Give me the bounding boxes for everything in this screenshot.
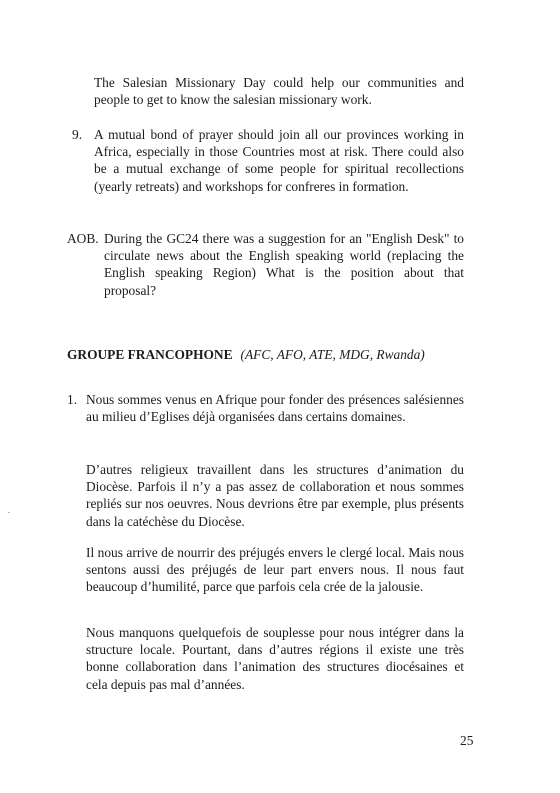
item-aob-text: During the GC24 there was a suggestion for an "English Desk" to circulate news about the English speaking world (replacing the English speaking Region) What is the position about that proposal? — [104, 231, 464, 298]
section-heading — [67, 346, 425, 363]
paragraph-clergy: Il nous arrive de nourrir des préjugés envers le clergé local. Mais nous sentons aussi des préjugés de leur part envers nous. Il nous faut beaucoup d’humilité, parce que parfois cela crée de la jalousie. — [86, 545, 464, 595]
paragraph-diocese: D’autres religieux travaillent dans les structures d’animation du Diocèse. Parfois il n’y a pas assez de collaboration et nous sommes repliés sur nos oeuvres. Nous devrions être par exemple, plus présents dans la catéchèse du Diocèse. — [86, 462, 464, 529]
item-1-number: 1. — [67, 392, 78, 407]
item-aob-number: AOB. — [67, 231, 99, 246]
intro-paragraph: The Salesian Missionary Day could help our communities and people to get to know the salesian missionary work. — [94, 75, 464, 108]
paragraph-structure: Nous manquons quelquefois de souplesse pour nous intégrer dans la structure locale. Pourtant, dans d’autres régions il existe une très bonne collaboration dans l’animation des structures diocésaines et cela depuis pas mal d’années. — [86, 625, 464, 692]
item-1-text: Nous sommes venus en Afrique pour fonder des présences salésiennes au milieu d’Eglises déjà organisées dans certains domaines. — [86, 392, 464, 425]
section-heading-subtitle: (AFC, AFO, ATE, MDG, Rwanda) — [240, 347, 425, 362]
scan-speck — [8, 512, 10, 513]
section-heading-title: GROUPE FRANCOPHONE — [67, 347, 233, 362]
item-9-text: A mutual bond of prayer should join all our provinces working in Africa, especially in those Countries most at risk. There could also be a mutual exchange of some people for spiritual recollections (yearly retreats) and workshops for confreres in formation. — [94, 127, 464, 194]
page-number: 25 — [460, 733, 474, 748]
item-9-number: 9. — [72, 127, 83, 142]
